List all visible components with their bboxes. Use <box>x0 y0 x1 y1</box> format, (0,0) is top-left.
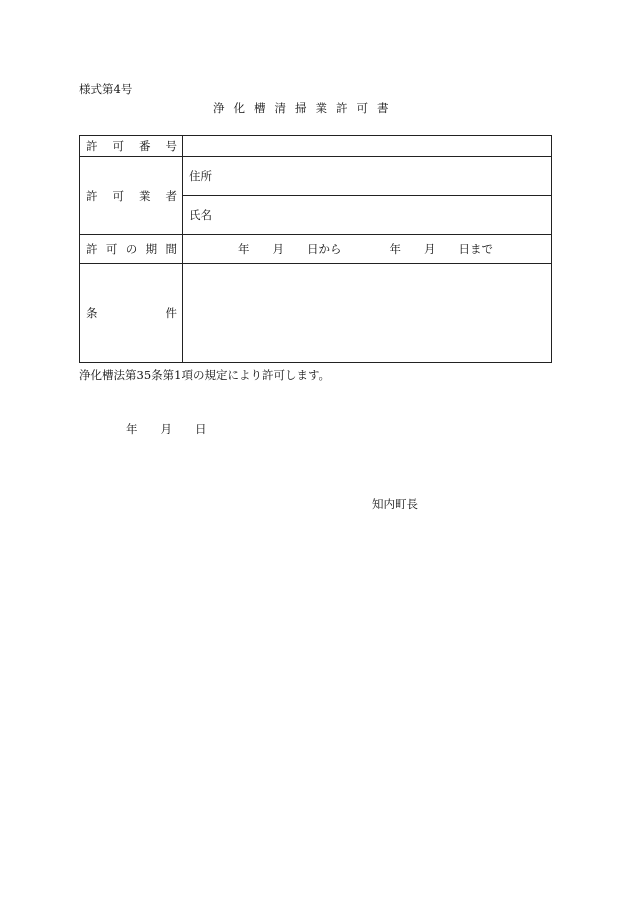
permit-number-label-cell <box>80 136 183 157</box>
permit-period-value <box>183 241 551 257</box>
permit-table <box>79 135 552 363</box>
name-label: 氏名 <box>189 208 212 222</box>
name-cell[interactable] <box>183 196 552 235</box>
conditions-label-cell <box>80 264 183 363</box>
conditions-value <box>183 306 189 320</box>
address-cell[interactable] <box>183 157 552 196</box>
permit-period-label-cell <box>80 235 183 264</box>
issue-year: 年 <box>126 422 138 436</box>
issuer-name: 知内町長 <box>372 497 418 511</box>
period-from-year: 年 <box>238 242 250 256</box>
issue-month: 月 <box>160 422 172 436</box>
period-to-month: 月 <box>424 242 436 256</box>
permit-number-label: 許 可 番 号 <box>86 139 177 153</box>
permit-period-value-cell[interactable] <box>183 235 552 264</box>
permittee-address-row <box>80 157 552 196</box>
period-to-year: 年 <box>389 242 401 256</box>
address-label: 住所 <box>189 169 212 183</box>
permit-number-value-cell[interactable] <box>183 136 552 157</box>
period-from-month: 月 <box>272 242 284 256</box>
permittee-label-cell <box>80 157 183 235</box>
permittee-label: 許 可 業 者 <box>86 188 177 203</box>
form-number: 様式第4号 <box>79 82 133 96</box>
issue-date <box>126 421 207 437</box>
issue-day: 日 <box>195 422 207 436</box>
period-to-day: 日まで <box>458 242 493 256</box>
permit-period-row <box>80 235 552 264</box>
permit-period-label: 許 可 の 期 間 <box>86 242 177 256</box>
permit-number-value <box>183 139 189 153</box>
period-from-day: 日から <box>307 242 342 256</box>
conditions-value-cell[interactable] <box>183 264 552 363</box>
document-title: 浄化槽清掃業許可書 <box>213 101 398 115</box>
conditions-row <box>80 264 552 363</box>
statute-text: 浄化槽法第35条第1項の規定により許可します。 <box>79 368 331 382</box>
permit-number-row <box>80 136 552 157</box>
conditions-label: 条 件 <box>86 306 177 320</box>
